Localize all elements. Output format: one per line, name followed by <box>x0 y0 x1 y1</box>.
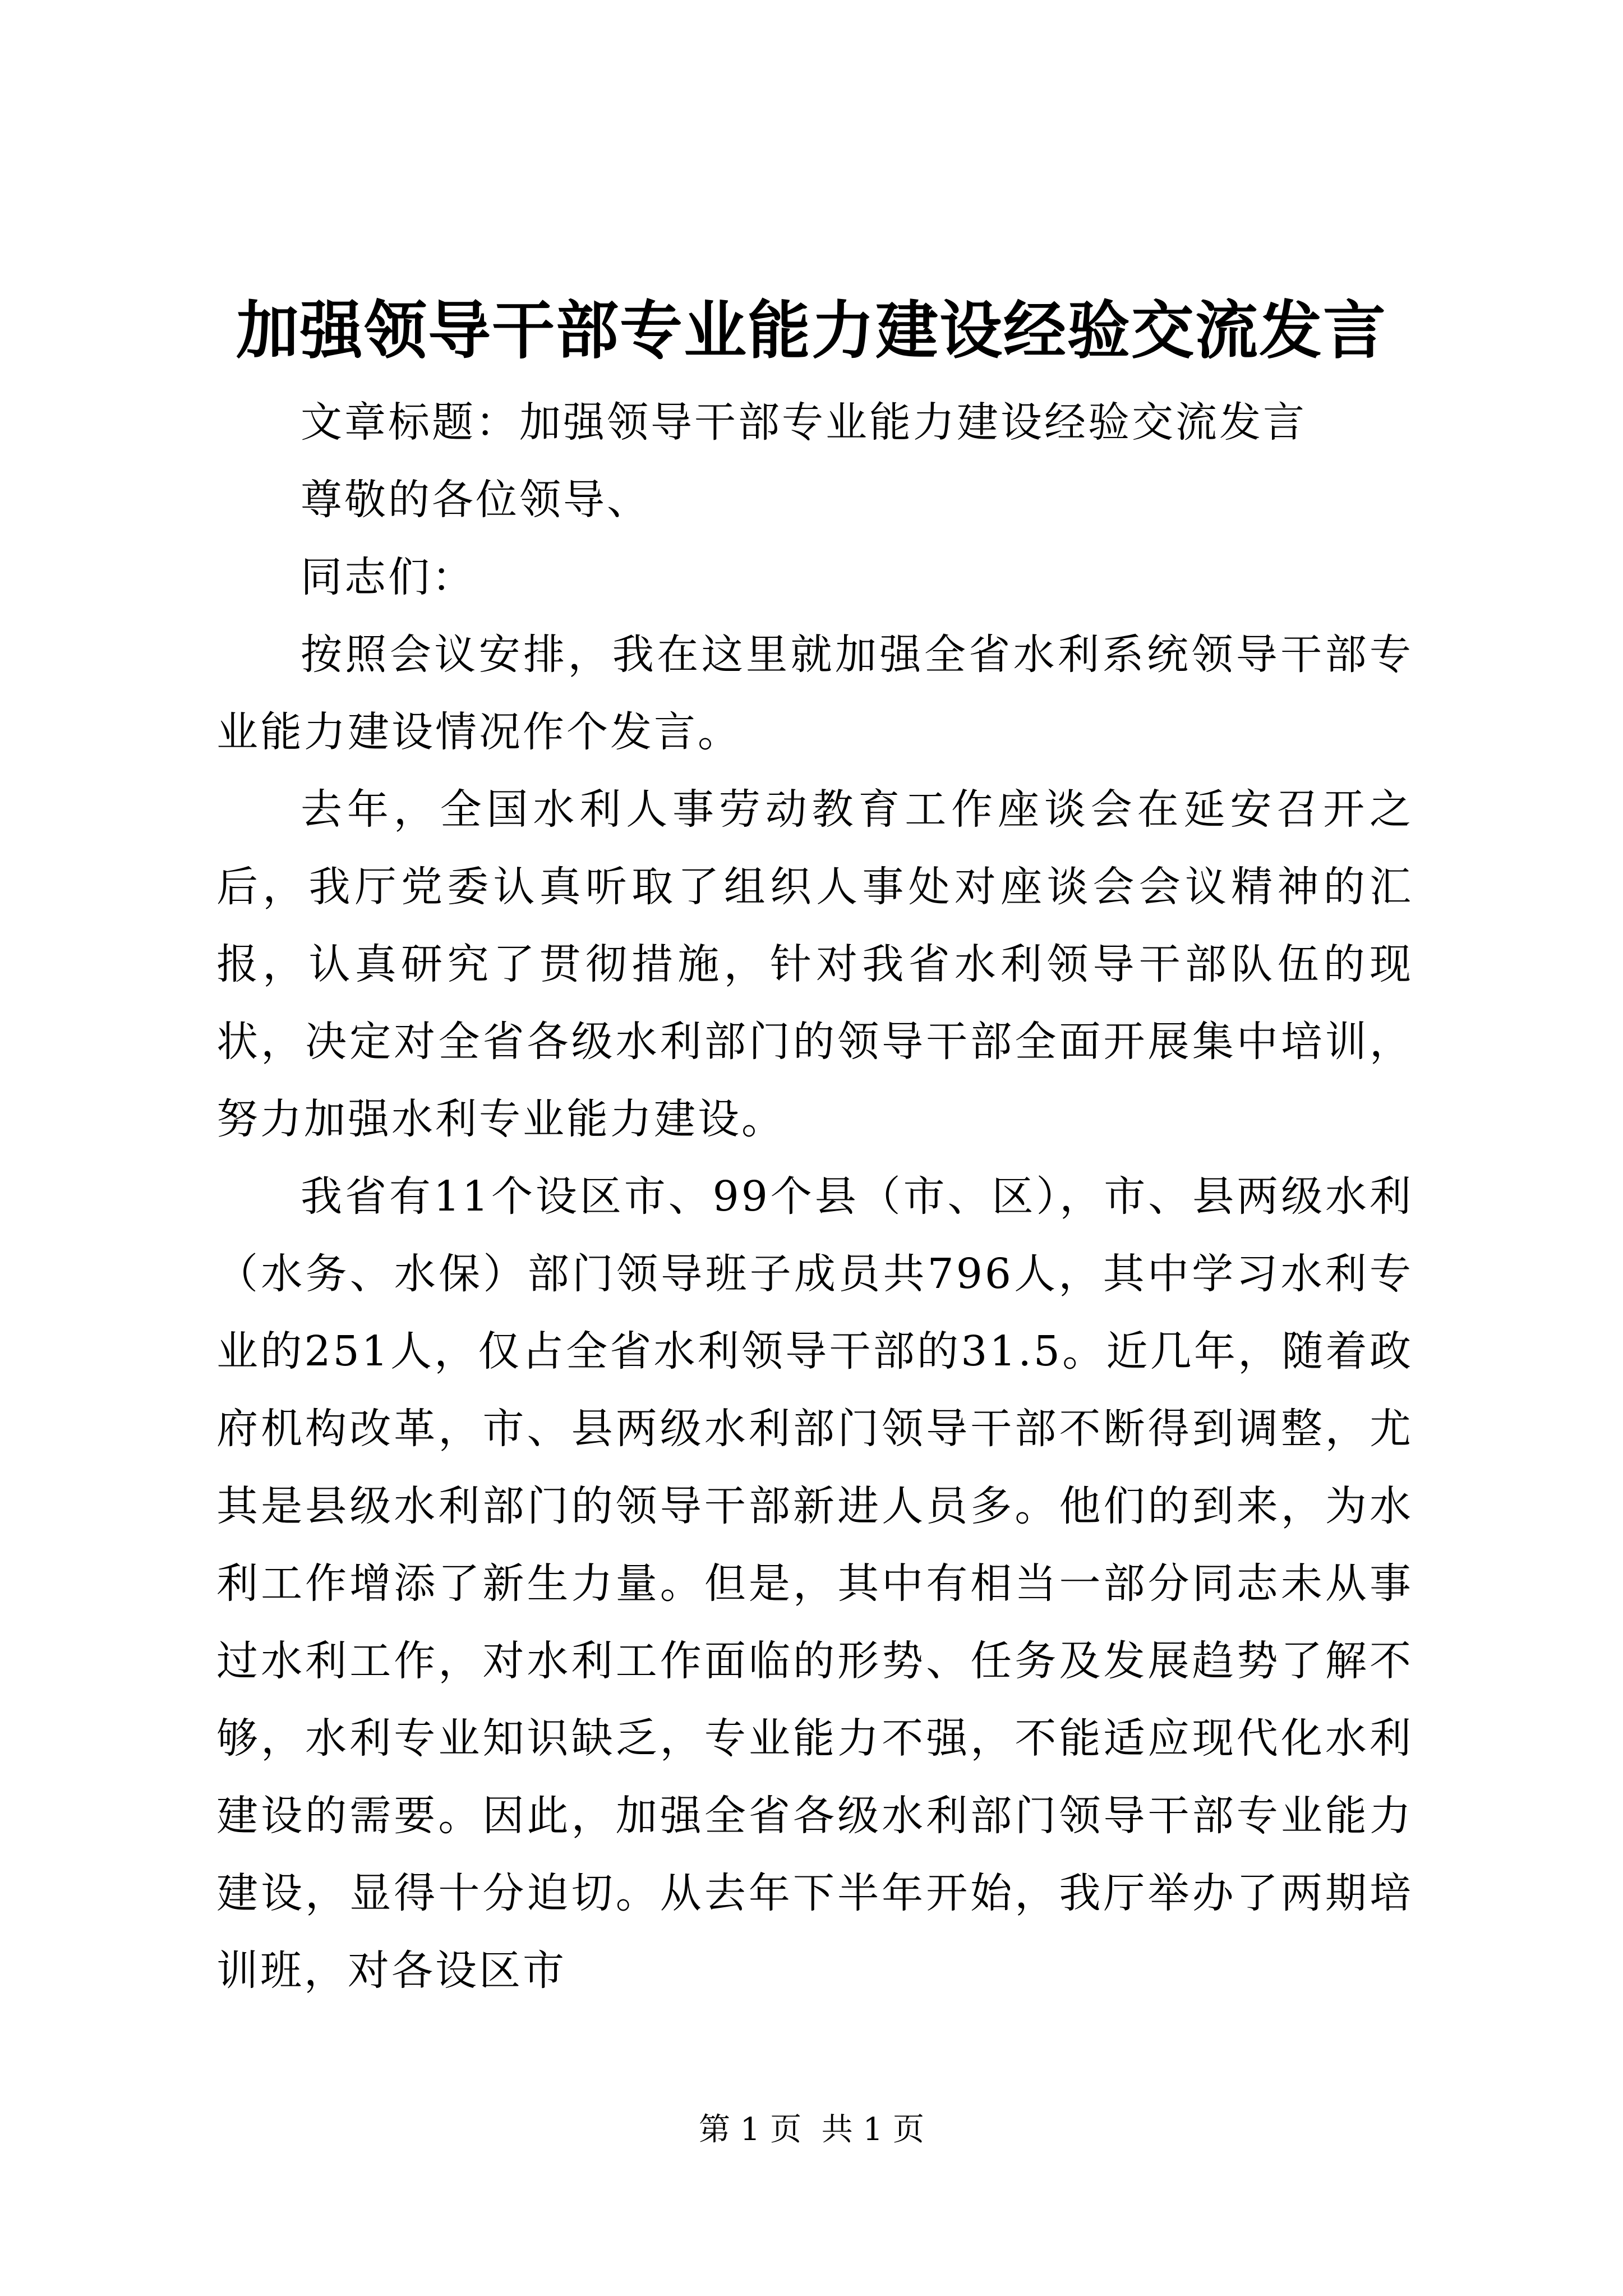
document-body <box>216 384 1413 2009</box>
paragraph-greeting: 同志们： <box>301 553 476 601</box>
paragraph-intro: 按照会议安排，我在这里就加强全省水利系统领导干部专业能力建设情况作个发言。 <box>216 631 1413 756</box>
paragraph-background: 去年，全国水利人事劳动教育工作座谈会在延安召开之后，我厅党委认真听取了组织人事处对座谈会会议精神的汇报，认真研究了贯彻措施，针对我省水利领导干部队伍的现状，决定对全省各级水利部门的领导干部全面开展集中培训，努力加强水利专业能力建设。 <box>216 785 1413 1143</box>
page-footer: 第 1 页 共 1 页 <box>698 2111 925 2148</box>
paragraph-statistics: 我省有11个设区市、99个县（市、区），市、县两级水利（水务、水保）部门领导班子成员共796人，其中学习水利专业的251人，仅占全省水利领导干部的31.5。近几年，随着政府机构改革，市、县两级水利部门领导干部不断得到调整，尤其是县级水利部门的领导干部新进人员多。他们的到来，为水利工作增添了新生力量。但是，其中有相当一部分同志未从事过水利工作，对水利工作面临的形势、任务及发展趋势了解不够，水利专业知识缺乏，专业能力不强，不能适应现代化水利建设的需要。因此，加强全省各级水利部门领导干部专业能力建设，显得十分迫切。从去年下半年开始，我厅举办了两期培训班，对各设区市 <box>216 1172 1413 1995</box>
paragraph-article-title: 文章标题：加强领导干部专业能力建设经验交流发言 <box>301 398 1307 447</box>
paragraph-salutation: 尊敬的各位领导、 <box>301 476 651 524</box>
document-title: 加强领导干部专业能力建设经验交流发言 <box>236 294 1387 367</box>
